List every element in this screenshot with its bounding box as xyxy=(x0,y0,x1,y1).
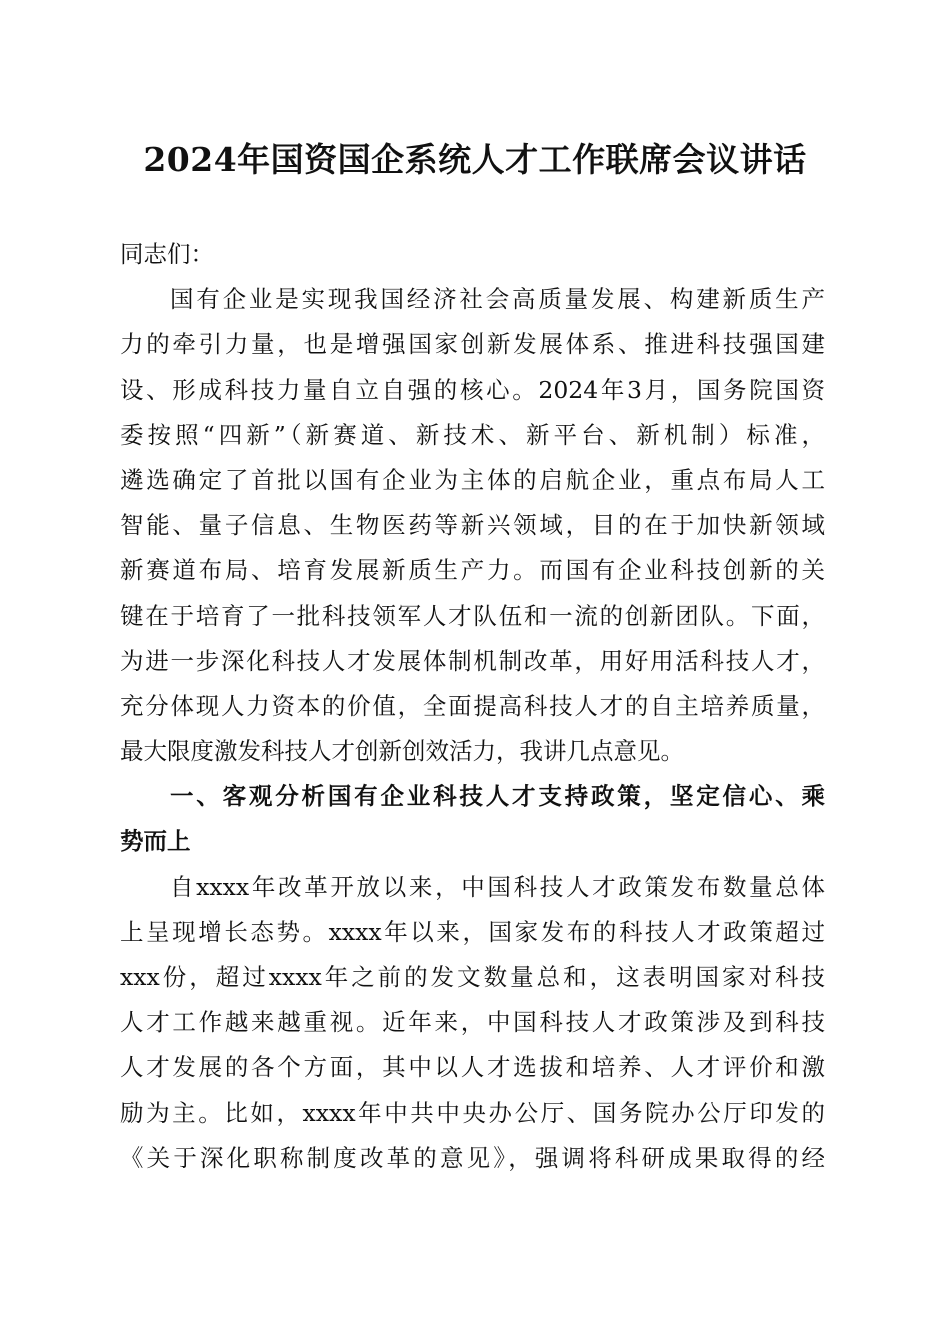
paragraph-2 xyxy=(120,865,825,1181)
document-body xyxy=(120,232,825,1181)
paragraph-line: 新赛道布局、培育发展新质生产力。而国有企业科技创新的关 xyxy=(120,556,825,585)
paragraph-line: 人才发展的各个方面，其中以人才选拔和培养、人才评价和激 xyxy=(120,1053,825,1082)
paragraph-line: xxx份，超过xxxx年之前的发文数量总和，这表明国家对科技 xyxy=(120,963,825,991)
paragraph-line: 励为主。比如，xxxx年中共中央办公厅、国务院办公厅印发的 xyxy=(120,1098,825,1127)
paragraph-line: 上呈现增长态势。xxxx年以来，国家发布的科技人才政策超过 xyxy=(120,917,825,946)
paragraph-line: 自xxxx年改革开放以来，中国科技人才政策发布数量总体 xyxy=(170,872,825,901)
paragraph-line: 人才工作越来越重视。近年来，中国科技人才政策涉及到科技 xyxy=(120,1008,825,1037)
paragraph-line: 力的牵引力量，也是增强国家创新发展体系、推进科技强国建 xyxy=(120,330,825,359)
heading-line: 势而上 xyxy=(120,827,191,856)
paragraph-line: 为进一步深化科技人才发展体制机制改革，用好用活科技人才， xyxy=(120,646,825,675)
paragraph-line: 国有企业是实现我国经济社会高质量发展、构建新质生产 xyxy=(170,285,825,314)
paragraph-line: 遴选确定了首批以国有企业为主体的启航企业，重点布局人工 xyxy=(120,465,825,494)
heading-line: 一、客观分析国有企业科技人才支持政策，坚定信心、乘 xyxy=(170,782,825,811)
paragraph-line: 最大限度激发科技人才创新创效活力，我讲几点意见。 xyxy=(120,737,684,766)
paragraph-line: 委按照“四新”（新赛道、新技术、新平台、新机制）标准， xyxy=(120,420,825,449)
paragraph-line: 《关于深化职称制度改革的意见》，强调将科研成果取得的经 xyxy=(120,1143,825,1172)
document-title: 2024年国资国企系统人才工作联席会议讲话 xyxy=(143,140,807,179)
paragraph-line: 智能、量子信息、生物医药等新兴领域，目的在于加快新领域 xyxy=(120,511,825,540)
paragraph-line: 设、形成科技力量自立自强的核心。2024年3月，国务院国资 xyxy=(120,375,825,404)
paragraph-1 xyxy=(120,277,825,774)
section-heading-1 xyxy=(120,774,825,864)
salutation: 同志们： xyxy=(120,240,214,268)
paragraph-line: 键在于培育了一批科技领军人才队伍和一流的创新团队。下面， xyxy=(120,601,825,630)
paragraph-line: 充分体现人力资本的价值，全面提高科技人才的自主培养质量， xyxy=(120,691,825,720)
